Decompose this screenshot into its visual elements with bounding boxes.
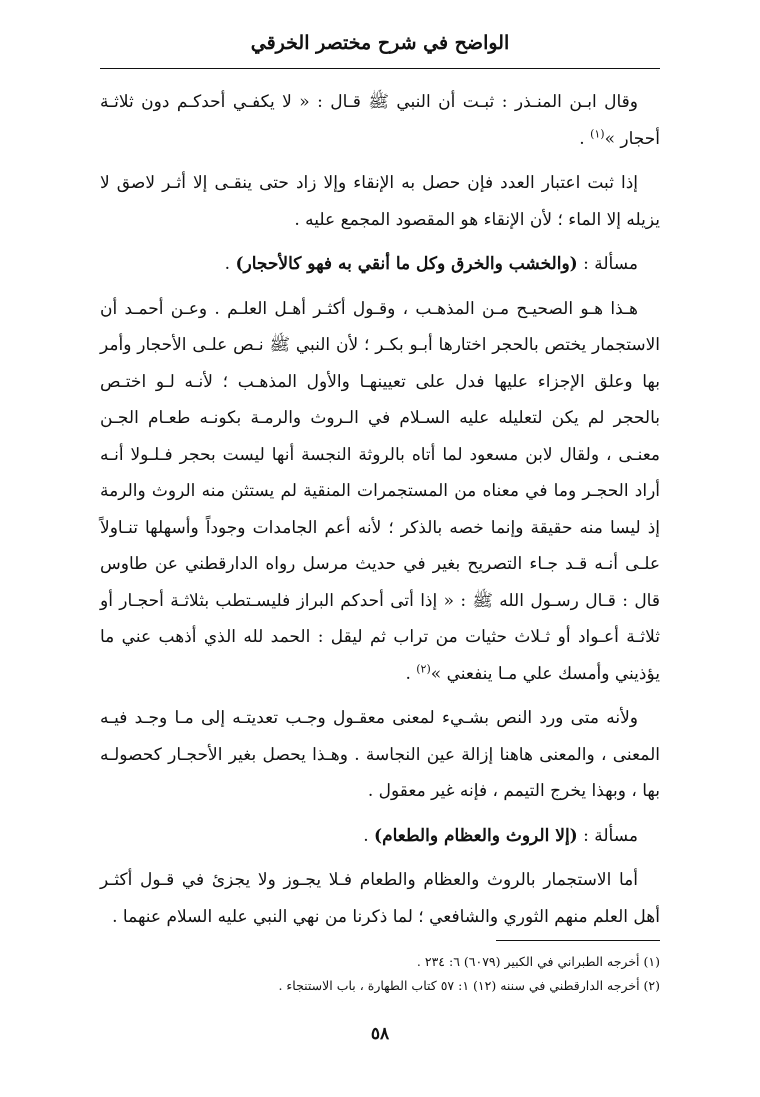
- issue-text-2: (إلا الروث والعظام والطعام): [374, 825, 578, 846]
- paragraph-1-text: وقال ابـن المنـذر : ثبـت أن النبي ﷺ قـال : « لا يكفـي أحدكـم دون ثلاثـة أحجار »: [100, 92, 660, 149]
- running-header-title: الواضح في شرح مختصر الخرقي: [250, 32, 510, 54]
- issue-heading-2: [100, 818, 660, 855]
- footnote-ref-2: (٢): [416, 661, 431, 675]
- footnote-2: (٢) أخرجه الدارقطني في سننه (١٢) ١: ٥٧ كتاب الطهارة ، باب الاستنجاء .: [278, 978, 660, 993]
- paragraph-1-tail: .: [579, 128, 591, 149]
- paragraph-4: [100, 291, 660, 693]
- paragraph-7: [100, 862, 660, 935]
- main-text: [100, 84, 660, 943]
- footnote-1: (١) أخرجه الطبراني في الكبير (٦٠٧٩) ٦: ٢٣٤ .: [416, 954, 660, 969]
- paragraph-2-text: إذا ثبت اعتبار العدد فإن حصل به الإنقاء وإلا زاد حتى ينقـى إلا أثـر لاصق لا يزيله إلا الماء ؛ لأن الإنقاء هو المقصود المجمع عليه .: [100, 173, 660, 230]
- paragraph-5: [100, 700, 660, 810]
- footnote-rule: [496, 940, 660, 941]
- header-rule: [100, 68, 660, 69]
- page-number: ٥٨: [370, 1024, 390, 1044]
- issue-heading-1: [100, 246, 660, 283]
- issue-label-2: مسألة :: [577, 825, 638, 846]
- footnote-ref-1: (١): [590, 126, 605, 140]
- paragraph-4-tail: .: [405, 663, 417, 684]
- issue-tail-2: .: [363, 825, 375, 846]
- paragraph-1: [100, 84, 660, 157]
- issue-label-1: مسألة :: [577, 254, 638, 274]
- footnotes: [100, 950, 660, 998]
- issue-text-1: (والخشب والخرق وكل ما أنقي به فهو كالأحجار): [235, 254, 578, 274]
- paragraph-2: [100, 165, 660, 238]
- paragraph-7-text: أما الاستجمار بالروث والعظام والطعام فـلا يجـوز ولا يجزئ في قـول أكثـر أهل العلم منهم الثوري والشافعي ؛ لما ذكرنا من نهي النبي عليه السلام عنهما .: [100, 870, 660, 927]
- paragraph-4-text: هـذا هـو الصحيـح مـن المذهـب ، وقـول أكثـر أهـل العلـم . وعـن أحمـد أن الاستجمار يختص بالحجر اختارها أبـو بكـر ؛ لأن النبي ﷺ نـص علـى الأحجار وأمر بها وعلق الإجزاء عليها فدل على تعيينهـا والأول المذهـب ؛ لأنـه لـو اختـص بالحجر لم يكن لتعليله عليه السـلام في الـروث والرمـة بكونـه طعـام الجـن معنـى ، ولقال لابن مسعود لما أتاه بالروثة النجسة أنها ليست بحجر فـلـولا أنـه أراد الحجـر وما في معناه من المستجمرات المنقية لم يستثن منه الروث والرمة إذ ليسا منه حقيقة وإنما خصه بالذكر ؛ لأنه أعم الجامدات وجوداً وأسهلها تنـاولاً علـى أنـه قـد جـاء التصريح بغير في حديث مرسل رواه الدارقطني عن طاوس قال : قـال رسـول الله ﷺ : « إذا أتى أحدكم البراز فليسـتطب بثلاثـة أحجـار أو ثلاثـة أعـواد أو ثـلاث حثيات من تراب ثم ليقل : الحمد لله الذي أذهب عني ما يؤذيني وأمسك علي مـا ينفعني »: [100, 298, 660, 684]
- issue-tail-1: .: [224, 254, 236, 274]
- paragraph-5-text: ولأنه متى ورد النص بشـيء لمعنى معقـول وجـب تعديتـه إلى مـا وجـد فيـه المعنى ، والمعنى هاهنا إزالة عين النجاسة . وهـذا يحصل بغير الأحجـار كحصولـه بها ، وبهذا يخرج التيمم ، فإنه غير معقول .: [100, 708, 660, 801]
